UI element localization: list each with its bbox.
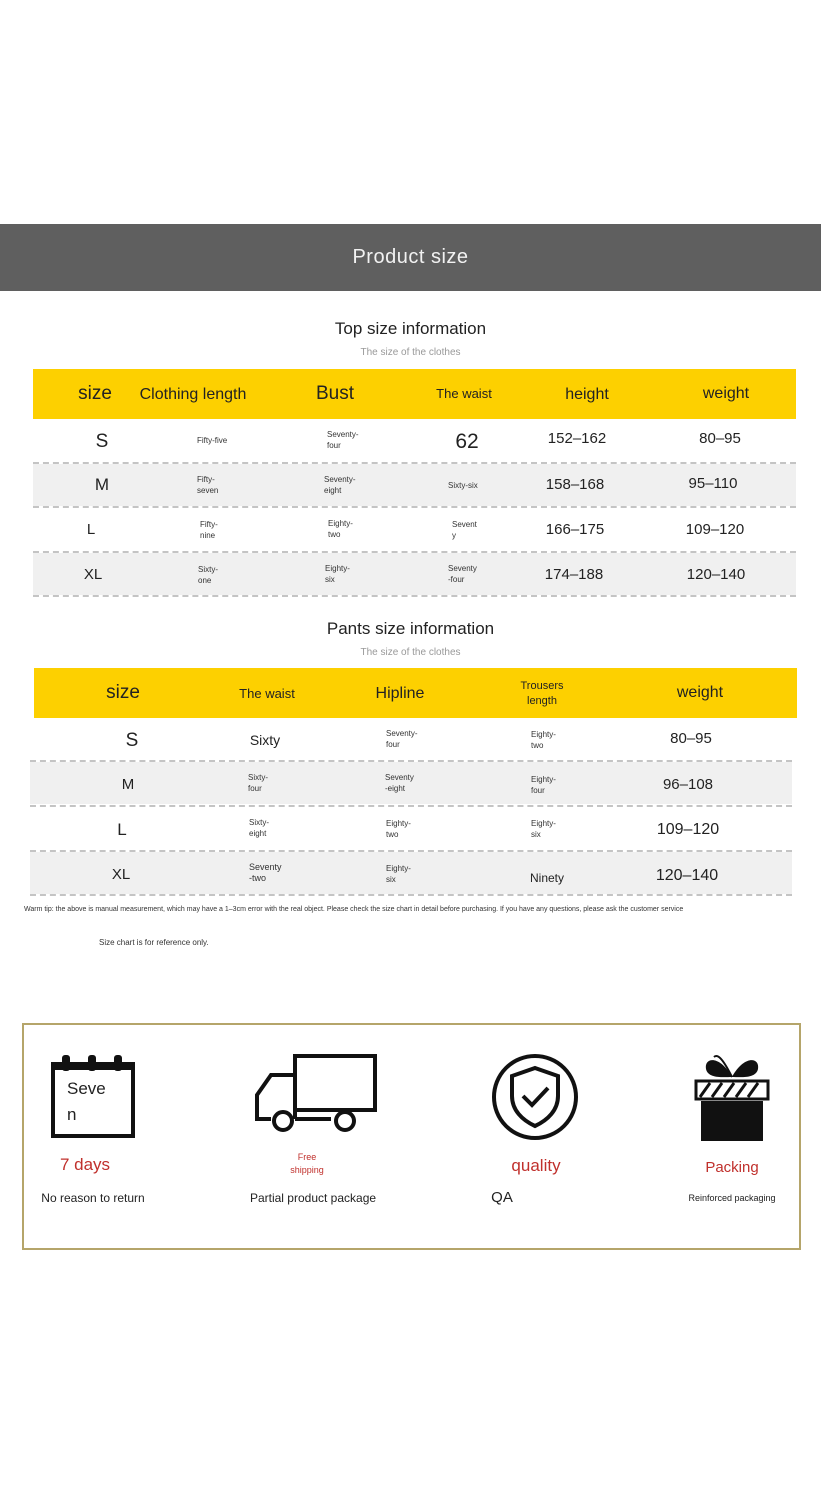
top-row-height: 174–188 [544,566,604,583]
top-row-height: 158–168 [545,476,605,493]
top-row-height: 166–175 [545,521,605,538]
calendar-icon-text: Seve n [67,1079,106,1124]
top-row-size: M [94,475,110,494]
gift-icon [690,1051,774,1143]
free-shipping-label: Free shipping [290,1152,324,1175]
top-row-bust: Seventy- four [327,430,359,450]
quality-label: quality [511,1156,561,1175]
pants-row-length: Ninety [529,871,565,885]
product-size-banner [0,224,821,291]
row-divider [33,595,796,597]
service-guarantee-box [22,1023,801,1250]
top-row-bust: Seventy- eight [324,475,356,495]
pants-row-hipline: Seventy- four [386,729,418,749]
shield-check-icon [490,1052,580,1142]
top-row-size: XL [83,566,103,583]
pants-row-weight: 80–95 [670,730,712,747]
pants-row-hipline: Eighty- six [386,864,411,884]
top-row-size: S [95,431,109,452]
top-header-height: height [565,386,609,403]
pants-row-size: S [125,730,139,751]
pants-row-weight: 109–120 [656,821,720,838]
seven-days-label: 7 days [59,1155,111,1174]
row-divider [30,805,792,807]
pants-row-length: Eighty- four [531,775,556,795]
top-row-waist: Sevent y [452,520,477,540]
top-row-length: Fifty- seven [197,475,219,495]
top-row-weight: 95–110 [688,475,738,492]
warm-tip: Warm tip: the above is manual measurement, which may have a 1–3cm error with the real object. Please check the size chart in detail before purchasing. If you have any questions, please ask the customer service [24,906,684,913]
pants-row-size: M [121,776,135,793]
top-row-waist: Sixty-six [448,481,478,490]
pants-header-waist: The waist [239,686,295,701]
pants-row-waist: Sixty [249,732,281,748]
pants-header-trousers-length: Trousers length [520,680,564,707]
pants-size-table [30,668,796,896]
truck-icon [251,1053,379,1137]
top-header-length: Clothing length [139,386,247,403]
top-row-length: Sixty- one [198,565,218,585]
top-header-waist: The waist [436,386,492,401]
top-row-length: Fifty-five [197,436,228,445]
row-divider [30,894,792,896]
top-header-bust: Bust [315,383,355,404]
pants-row-length: Eighty- two [531,730,556,750]
top-size-table [33,369,796,597]
row-divider [33,506,796,508]
top-row-waist: 62 [455,430,479,453]
partial-package-label: Partial product package [249,1191,377,1205]
pants-row-weight: 96–108 [662,776,714,793]
top-row-size: L [86,521,96,538]
top-size-subtitle: The size of the clothes [360,347,461,358]
table-row [33,553,796,595]
no-reason-return-label: No reason to return [41,1191,145,1205]
top-row-bust: Eighty- two [328,519,353,539]
pants-row-weight: 120–140 [655,867,719,884]
qa-label: QA [491,1189,513,1206]
pants-row-waist: Seventy -two [249,862,282,883]
top-row-weight: 109–120 [685,521,745,538]
top-row-weight: 80–95 [699,430,741,447]
pants-row-size: XL [111,866,131,883]
pants-row-hipline: Seventy -eight [385,773,414,793]
top-size-title: Top size information [334,319,487,338]
banner-title: Product size [352,246,469,268]
pants-header-size: size [106,682,140,703]
top-row-weight: 120–140 [686,566,746,583]
top-table-header [33,369,796,419]
pants-row-waist: Sixty- eight [249,818,269,838]
pants-header-weight: weight [676,684,724,701]
packing-label: Packing [705,1159,759,1176]
top-row-bust: Eighty- six [325,564,350,584]
top-row-waist: Seventy -four [448,564,477,584]
pants-size-title: Pants size information [326,619,495,638]
pants-header-hipline: Hipline [375,685,425,702]
top-header-size: size [78,383,112,404]
top-row-height: 152–162 [547,430,607,447]
pants-row-size: L [117,820,127,839]
pants-row-hipline: Eighty- two [386,819,411,839]
reference-note: Size chart is for reference only. [99,938,209,947]
pants-table-header [34,668,797,718]
pants-row-waist: Sixty- four [248,773,268,793]
table-row [33,464,796,506]
top-header-weight: weight [702,385,750,402]
reinforced-packaging-label: Reinforced packaging [688,1193,776,1203]
top-row-length: Fifty- nine [200,520,218,540]
pants-row-length: Eighty- six [531,819,556,839]
pants-size-subtitle: The size of the clothes [360,647,461,658]
